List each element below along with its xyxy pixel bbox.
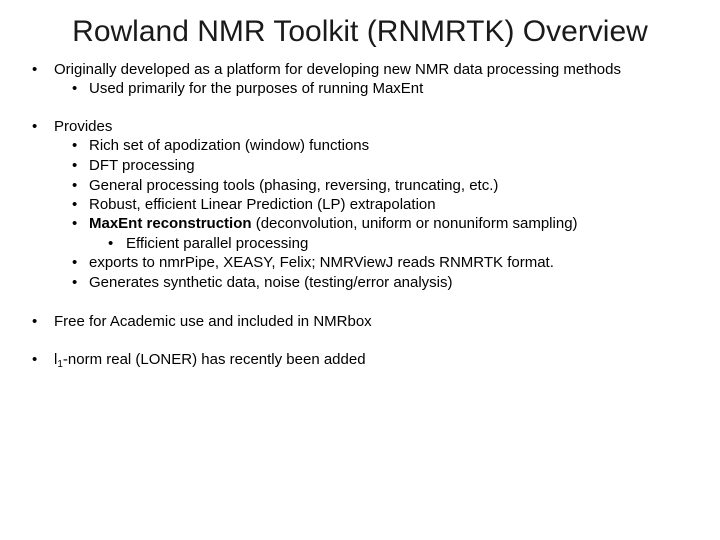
loner-text: -norm real (LONER) has recently been added — [62, 351, 366, 368]
bullet-glyph: • — [72, 137, 78, 154]
sub-bullet-maxent-use: Used primarily for the purposes of running MaxEnt — [89, 80, 424, 97]
sub-bullet-maxent — [89, 214, 578, 234]
bullet-glyph: • — [72, 177, 78, 194]
bullet-glyph: • — [72, 196, 78, 213]
bullet-free: Free for Academic use and included in NMRbox — [54, 313, 372, 330]
bullet-glyph: • — [72, 215, 78, 232]
sub-bullet-synthetic: Generates synthetic data, noise (testing/error analysis) — [89, 274, 453, 291]
bullet-glyph: • — [72, 254, 78, 271]
bullet-glyph: • — [72, 80, 78, 97]
bullet-loner — [54, 350, 366, 370]
sub-bullet-apodization: Rich set of apodization (window) functions — [89, 137, 370, 154]
sub-bullet-lp: Robust, efficient Linear Prediction (LP) extrapolation — [89, 196, 436, 213]
bullet-glyph: • — [108, 235, 114, 252]
bullet-glyph: • — [72, 157, 78, 174]
slide-title: Rowland NMR Toolkit (RNMRTK) Overview — [72, 15, 648, 48]
bullet-origin: Originally developed as a platform for developing new NMR data processing methods — [54, 61, 621, 78]
bullet-glyph: • — [32, 313, 38, 330]
bullet-glyph: • — [32, 351, 38, 368]
loner-l: l — [54, 351, 58, 368]
sub-bullet-dft: DFT processing — [89, 157, 195, 174]
sub-bullet-general-tools: General processing tools (phasing, reversing, truncating, etc.) — [89, 177, 499, 194]
loner-subscript: 1 — [57, 359, 63, 370]
bullet-glyph: • — [32, 118, 38, 135]
bullet-glyph: • — [72, 274, 78, 291]
maxent-detail: (deconvolution, uniform or nonuniform sampling) — [251, 215, 578, 232]
sub-bullet-exports: exports to nmrPipe, XEASY, Felix; NMRViewJ reads RNMRTK format. — [89, 254, 554, 271]
maxent-bold-label: MaxEnt reconstruction — [89, 215, 252, 232]
bullet-provides: Provides — [54, 118, 113, 135]
bullet-glyph: • — [32, 61, 38, 78]
sub-sub-bullet-parallel: Efficient parallel processing — [126, 235, 309, 252]
